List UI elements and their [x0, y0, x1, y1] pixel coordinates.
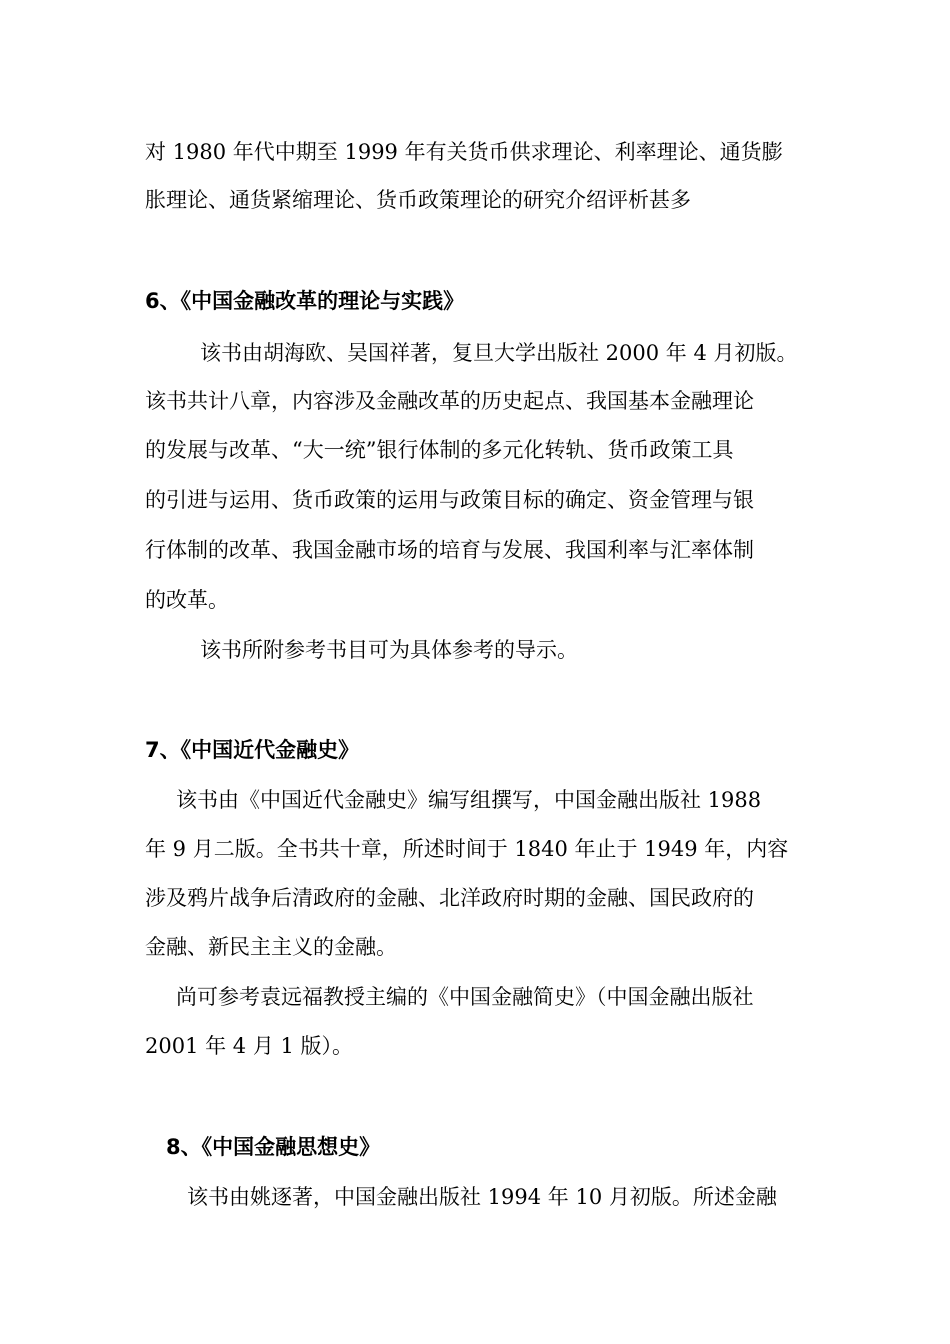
- section-7-line-4: 金融、新民主主义的金融。: [145, 935, 397, 959]
- section-6-line-7: 该书所附参考书目可为具体参考的导示。: [200, 638, 578, 662]
- section-7-line-6: 2001 年 4 月 1 版）。: [145, 1034, 354, 1058]
- section-7-line-5: 尚可参考袁远福教授主编的《中国金融简史》（中国金融出版社: [176, 985, 754, 1009]
- section-8-heading: 8、《中国金融思想史》: [166, 1135, 381, 1159]
- intro-line-1: 对 1980 年代中期至 1999 年有关货币供求理论、利率理论、通货膨: [145, 140, 783, 164]
- section-7-line-3: 涉及鸦片战争后清政府的金融、北洋政府时期的金融、国民政府的: [145, 886, 754, 910]
- section-6-line-6: 的改革。: [145, 588, 229, 612]
- section-6-line-4: 的引进与运用、货币政策的运用与政策目标的确定、资金管理与银: [145, 488, 754, 512]
- section-6-line-2: 该书共计八章，内容涉及金融改革的历史起点、我国基本金融理论: [145, 389, 754, 413]
- section-6-line-5: 行体制的改革、我国金融市场的培育与发展、我国利率与汇率体制: [145, 538, 754, 562]
- section-6-line-1: 该书由胡海欧、吴国祥著，复旦大学出版社 2000 年 4 月初版。: [200, 341, 798, 365]
- section-7-line-2: 年 9 月二版。全书共十章，所述时间于 1840 年止于 1949 年，内容: [145, 837, 789, 861]
- section-8-line-1: 该书由姚逐著，中国金融出版社 1994 年 10 月初版。所述金融: [187, 1185, 777, 1209]
- section-7-line-1: 该书由《中国近代金融史》编写组撰写，中国金融出版社 1988: [176, 788, 762, 812]
- section-6-heading: 6、《中国金融改革的理论与实践》: [145, 289, 465, 313]
- intro-line-2: 胀理论、通货紧缩理论、货币政策理论的研究介绍评析甚多: [145, 188, 691, 212]
- section-6-line-3: 的发展与改革、“大一统”银行体制的多元化转轨、货币政策工具: [145, 438, 734, 462]
- section-7-heading: 7、《中国近代金融史》: [145, 738, 360, 762]
